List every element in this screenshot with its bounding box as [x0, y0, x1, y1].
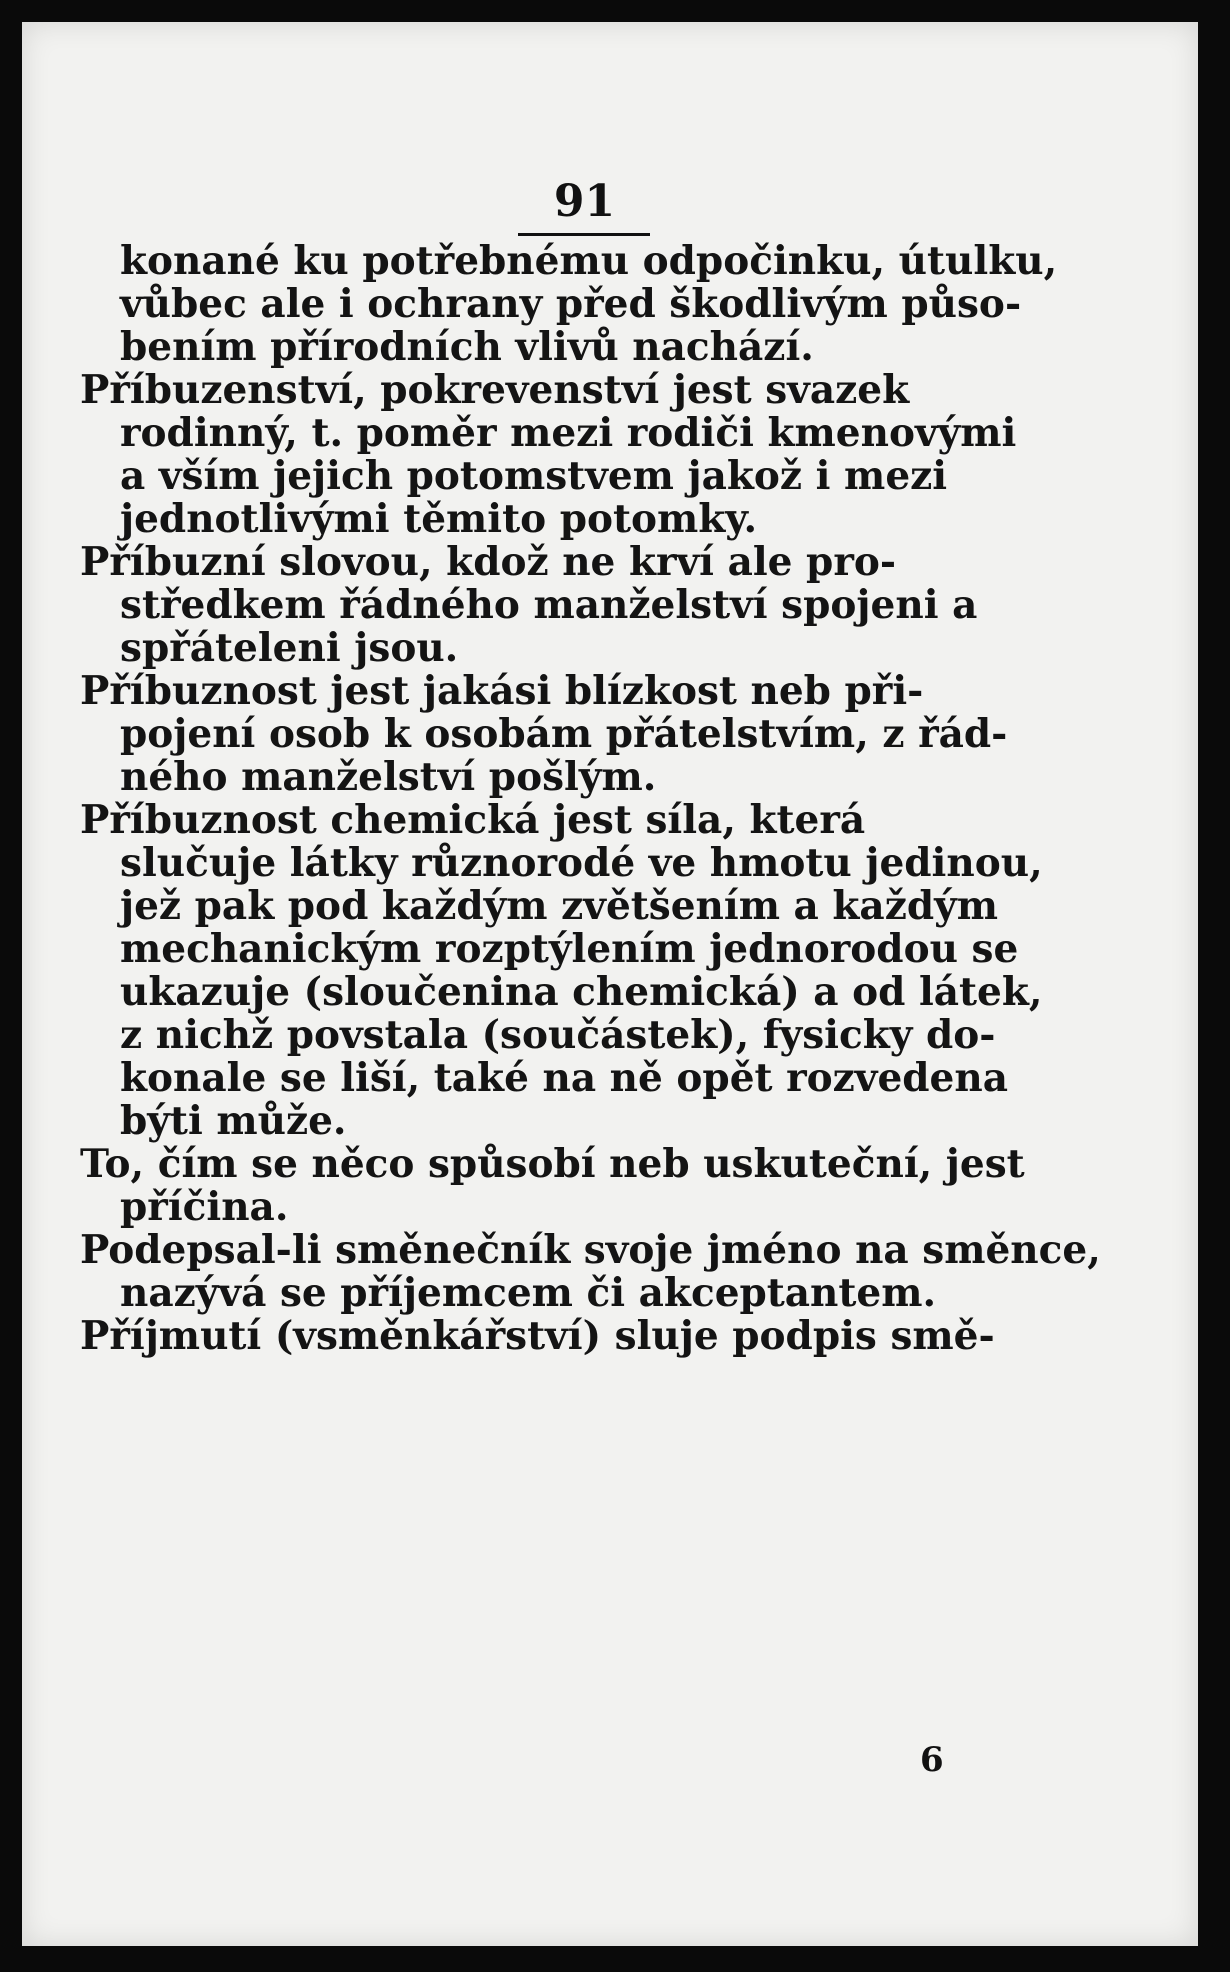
text-line: jež pak pod každým zvětšením a každým — [120, 883, 999, 929]
text-line: bením přírodních vlivů nachází. — [120, 324, 814, 370]
text-line: Příbuznost jest jakási blízkost neb při- — [80, 668, 924, 714]
text-line: mechanickým rozptýlením jednorodou se — [120, 926, 1019, 972]
text-line: ukazuje (sloučenina chemická) a od látek, — [120, 969, 1043, 1015]
text-line: Podepsal-li směnečník svoje jméno na směnce, — [80, 1227, 1101, 1273]
text-line: z nichž povstala (součástek), fysicky do- — [120, 1012, 996, 1058]
text-line: konale se liší, také na ně opět rozvedena — [120, 1055, 1008, 1101]
text-line: příčina. — [120, 1184, 289, 1230]
text-line: jednotlivými těmito potomky. — [120, 496, 758, 542]
book-page — [22, 22, 1198, 1946]
text-line: konané ku potřebnému odpočinku, útulku, — [120, 238, 1058, 284]
text-line: Příbuzní slovou, kdož ne krví ale pro- — [80, 539, 897, 585]
text-line: Příjmutí (vsměnkářství) sluje podpis smě- — [80, 1313, 995, 1359]
text-line: nazývá se příjemcem či akceptantem. — [120, 1270, 937, 1316]
text-line: Příbuznost chemická jest síla, která — [80, 797, 866, 843]
text-line: slučuje látky různorodé ve hmotu jedinou, — [120, 840, 1043, 886]
text-line: pojení osob k osobám přátelstvím, z řád- — [120, 711, 1008, 757]
text-line: ného manželství pošlým. — [120, 754, 657, 800]
text-line: To, čím se něco spůsobí neb uskuteční, jest — [80, 1141, 1025, 1187]
text-line: býti může. — [120, 1098, 347, 1144]
text-line: středkem řádného manželství spojeni a — [120, 582, 978, 628]
text-line: Příbuzenství, pokrevenství jest svazek — [80, 367, 910, 413]
page-number: 91 — [553, 176, 616, 227]
signature-mark: 6 — [920, 1740, 944, 1780]
text-line: spřáteleni jsou. — [120, 625, 459, 671]
text-line: rodinný, t. poměr mezi rodiči kmenovými — [120, 410, 1017, 456]
text-line: vůbec ale i ochrany před škodlivým půso- — [120, 281, 1022, 327]
text-line: a vším jejich potomstvem jakož i mezi — [120, 453, 948, 499]
